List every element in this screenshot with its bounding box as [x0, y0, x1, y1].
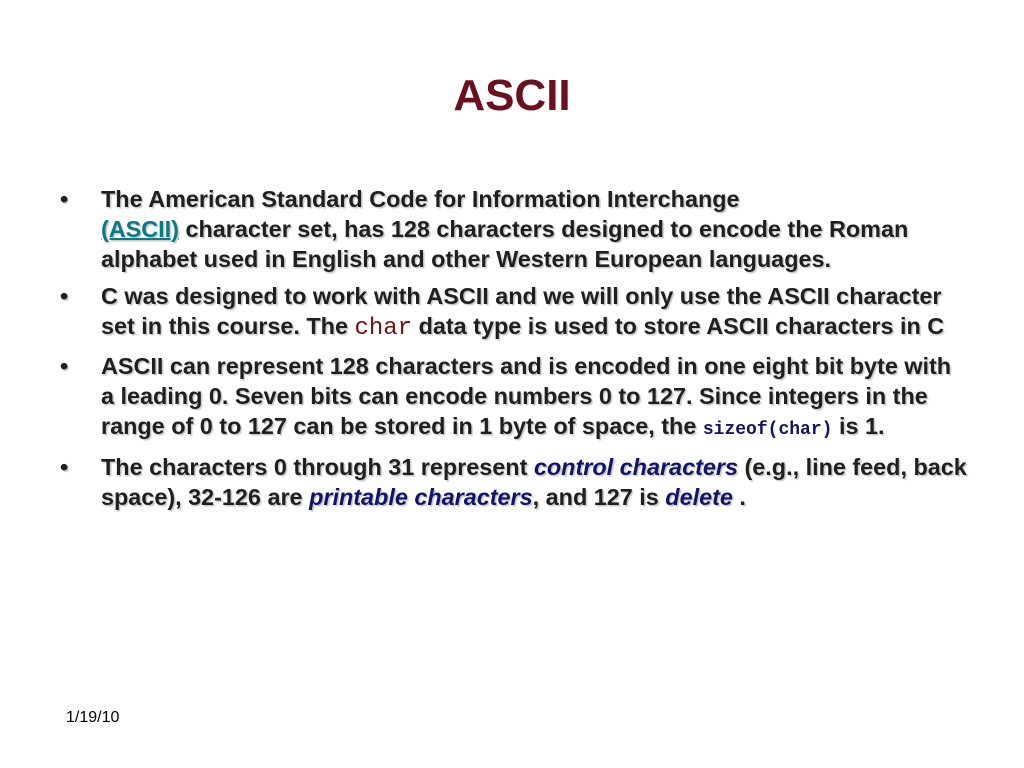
bullet-text: is 1. — [832, 413, 885, 439]
bullet-item-character-ranges — [60, 452, 970, 512]
bullet-list — [60, 184, 970, 519]
delete-term: delete — [665, 484, 733, 510]
sizeof-code: sizeof(char) — [702, 420, 833, 440]
bullet-text: character set, has 128 characters designed to encode the Roman alphabet used in English and other Western European languages. — [101, 216, 909, 272]
bullet-text: , and 127 is — [532, 484, 666, 510]
bullet-text: ASCII can represent 128 characters and is encoded in one eight bit byte with a leading 0. Seven bits can encode numbers 0 to 127. Since integers in the range of 0 to 127 can be stored in 1 byte of space, the — [101, 353, 952, 439]
bullet-text: data type is used to store ASCII characters in C — [412, 313, 945, 339]
printable-characters-term: printable characters — [309, 484, 533, 510]
control-characters-term: control characters — [533, 454, 738, 480]
bullet-text: C was designed to work with ASCII and we will only use the ASCII character set in this course. The — [101, 283, 942, 339]
bullet-item-encoding — [60, 351, 970, 445]
slide-date: 1/19/10 — [66, 709, 120, 726]
bullet-marker: • — [60, 283, 69, 309]
ascii-link[interactable]: (ASCII) — [101, 216, 179, 242]
bullet-item-c-ascii — [60, 281, 970, 344]
bullet-marker: • — [60, 186, 69, 212]
bullet-text: The American Standard Code for Information Interchange — [101, 186, 740, 212]
char-code: char — [354, 315, 413, 342]
bullet-marker: • — [60, 454, 69, 480]
bullet-item-ascii-definition — [60, 184, 970, 274]
slide-title: ASCII — [453, 71, 571, 120]
bullet-text: (e.g., line feed, back space), 32-126 are — [101, 454, 967, 510]
bullet-text: The characters 0 through 31 represent — [101, 454, 534, 480]
bullet-marker: • — [60, 353, 69, 379]
bullet-text: . — [732, 484, 746, 510]
